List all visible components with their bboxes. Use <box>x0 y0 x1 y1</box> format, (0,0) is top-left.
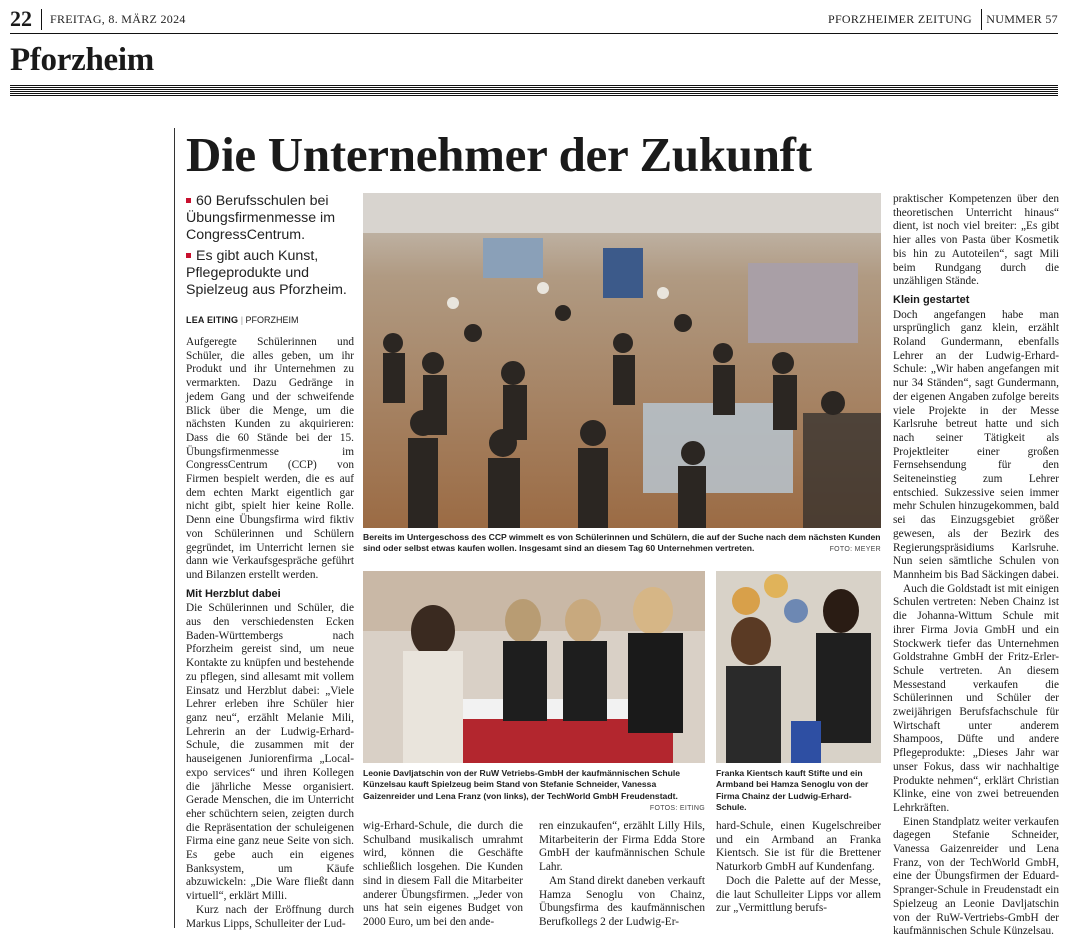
right-photo-image <box>716 571 881 763</box>
bullet-marker <box>186 253 191 258</box>
paragraph: hard-Schule, einen Kugelschreiber und ein Armband an Franka Kientsch. Sie ist für die Brettener Naturkorb GmbH auf Kundenfang. <box>716 820 881 874</box>
subheading: Mit Herzblut dabei <box>186 587 281 600</box>
masthead-divider <box>41 9 42 30</box>
masthead-divider <box>981 9 982 30</box>
section-rule <box>10 85 1058 97</box>
left-photo-image <box>363 571 705 763</box>
paragraph: Aufgeregte Schülerinnen und Schüler, die alles geben, um ihr Produkt und ihr Unternehmen zu vermarkten. Dazu Gedränge in jedem Gang und der schweifende Blick über die Menge, um die nächsten Kunden zu akquirieren: Dass die 60 Stände bei der 15. Übungsfirmenmesse im CongressCentrum (CCP) von Firmen bespielt werden, die es auf dem echten Markt eigentlich gar nicht gibt, spielt hier keine Rolle. Denn eine Übungsfirma wird fiktiv von Schülerinnen und Schülern gegründet, im Unterricht lernen sie dann wie Verkaufsgespräche geführt und Bilanzen erstellt werden. <box>186 336 354 581</box>
paragraph: Einen Standplatz weiter verkaufen dagegen Stefanie Schneider, Vanessa Gaizenreider und Lena Franz, von der TechWorld GmbH, eine der Übungsfirmen der Eduard-Spranger-Schule in Freudenstadt ein Spielzeug an Leonie Davljatschin von der RuW-Vertriebs-GmbH der kaufmännischen Schule Künzelsau. <box>893 815 1059 938</box>
caption-text: Leonie Davljatschin von der RuW Vetriebs-GmbH der kaufmännischen Schule Künzelsau kauft Spielzeug beim Stand von Stefanie Schneider, Vanessa Gaizenreider und Lena Franz (von links), der TechWorld GmbH Freudenstadt. <box>363 768 681 801</box>
paragraph: Kurz nach der Eröffnung durch Markus Lipps, Schulleiter der Lud- <box>186 903 354 930</box>
subheading: Klein gestartet <box>893 293 970 306</box>
bullet-marker <box>186 198 191 203</box>
summary-bullet: Es gibt auch Kunst, Pflegeprodukte und Spielzeug aus Pforzheim. <box>186 248 347 299</box>
left-photo-caption <box>363 768 705 815</box>
main-photo <box>363 193 881 528</box>
paragraph: Am Stand direkt daneben verkauft Hamza Senoglu von Chainz, Übungsfirma des kaufmännischen Berufkollegs 2 der Ludwig-Er- <box>539 874 705 928</box>
author-name: LEA EITING <box>186 315 239 325</box>
article-column-1 <box>186 336 354 931</box>
photo-credit: FOTO: MEYER <box>829 546 881 554</box>
byline: LEA EITING | PFORZHEIM <box>186 315 299 325</box>
paragraph: ren einzukaufen“, erzählt Lilly Hils, Mitarbeiterin der Firma Edda Store GmbH der kaufmännischen Schule Lahr. <box>539 820 705 874</box>
masthead-rule <box>10 33 1058 34</box>
article-column-3 <box>539 820 705 930</box>
article-headline: Die Unternehmer der Zukunft <box>186 127 812 182</box>
author-place: PFORZHEIM <box>245 315 299 325</box>
summary-bullet: 60 Berufsschulen bei Übungsfirmenmesse im CongressCentrum. <box>186 193 336 244</box>
issue-number: NUMMER 57 <box>986 12 1058 26</box>
main-photo-caption <box>363 532 881 556</box>
issue-date: FREITAG, 8. MÄRZ 2024 <box>50 12 186 26</box>
paragraph: Auch die Goldstadt ist mit einigen Schulen vertreten: Neben Chainz ist die Johanna-Wittum Schule mit ihrer Firma Jovia GmbH und ein Stockwerk tiefer das Unternehmen Goldstrahne GmbH der Fritz-Erler-Schule vertreten. An diesem Messestand verkaufen die Schülerinnen und Schüler der zweijährigen Berufsfachschule für Wirtschaft unter anderem Shampoos, Düfte und andere Pflegeprodukte: „Dieses Jahr war unser Fokus, dass wir nachhaltige Produkte nehmen“, erklärt Christian Klinke, eine von zwei betreuenden Lehrkräften. <box>893 582 1059 814</box>
right-photo <box>716 571 881 763</box>
article-column-5 <box>893 193 1059 939</box>
paragraph: Doch angefangen habe man ursprünglich ganz klein, erzählt Roland Gundermann, ebenfalls Lehrer an der Ludwig-Erhard-Schule: „Wir haben angefangen mit nur 34 Ständen“, sagt Gundermann, der eigenen Angaben zufolge bereits viele Projekte in der Messe Karlsruhe betreut hatte und sich nach seiner Tätigkeit als Projektleiter einer großen Fernsehsendung für den Seiteneinstieg zum Lehrer entschied. Sukzessive seien immer mehr Schulen hinzugekommen, bald sei das Einzugsgebiet größer gewesen, als der Bezirk des Regierungspräsidiums Karlsruhe. Nun seien sämtliche Schulen von Mannheim bis Bad Säckingen dabei. <box>893 308 1059 581</box>
left-photo <box>363 571 705 763</box>
section-title: Pforzheim <box>10 42 154 78</box>
page-number: 22 <box>10 6 32 31</box>
main-photo-image <box>363 193 881 528</box>
column-divider <box>174 128 175 928</box>
right-photo-caption <box>716 768 881 814</box>
article-column-2 <box>363 820 523 930</box>
article-column-4 <box>716 820 881 916</box>
caption-text: Franka Kientsch kauft Stifte und ein Armband bei Hamza Senoglu von der Firma Chainz der Ludwig-Erhard-Schule. <box>716 768 869 813</box>
paragraph: wig-Erhard-Schule, die durch die Schulband musikalisch umrahmt wird, können die Geschäfte schließlich losgehen. Die Kunden sind in diesem Fall die Mitarbeiter anderer Übungsfirmen. „Jeder von uns hat sein eigenes Budget von 2000 Euro, um bei den ande- <box>363 820 523 928</box>
caption-text: Bereits im Untergeschoss des CCP wimmelt es von Schülerinnen und Schülern, die auf der Suche nach dem nächsten Kunden sind oder selbst etwas kaufen wollen. Insgesamt sind an diesem Tag 60 Unternehmen vertreten. <box>363 532 881 554</box>
newspaper-name: PFORZHEIMER ZEITUNG <box>827 12 972 26</box>
paragraph: Die Schülerinnen und Schüler, die aus den verschiedensten Ecken Baden-Württembergs nach Pforzheim gereist sind, um neue Kontakte zu knüpfen und bestehende zu pflegen, sind allesamt mit vollem Einsatz und Herzblut dabei: „Viele Lehrer erleben ihre Schüler hier ganz neu“, erzählt Melanie Mili, Lehrerin an der Ludwig-Erhard-Schule, die zusammen mit der hauseigenen Juniorenfirma „Local-expo services“ und ihren Kollegen die jährliche Messe organisiert. Gerade Menschen, die im Unterricht eher schüchtern seien, zeigten durch die Repräsentation der schuleigenen Firma eine ganz neue Seite von sich. Es gebe auch ein eigenes Banksystem, um Käufe abzuwickeln: „Die Ware fließt dann virtuell“, erklärt Milli. <box>186 602 354 903</box>
paragraph: praktischer Kompetenzen über den theoretischen Unterricht hinaus“ dient, ist noch viel breiter: „Es gibt hier alles von Pasta über Kosmetik bis hin zu Autoteilen“, sagt Mili beim Rundgang durch die unzähligen Stände. <box>893 193 1059 288</box>
photo-credit: FOTOS: EITING <box>649 805 705 813</box>
paragraph: Doch die Palette auf der Messe, die laut Schulleiter Lipps vor allem zur „Vermittlung berufs- <box>716 874 881 915</box>
